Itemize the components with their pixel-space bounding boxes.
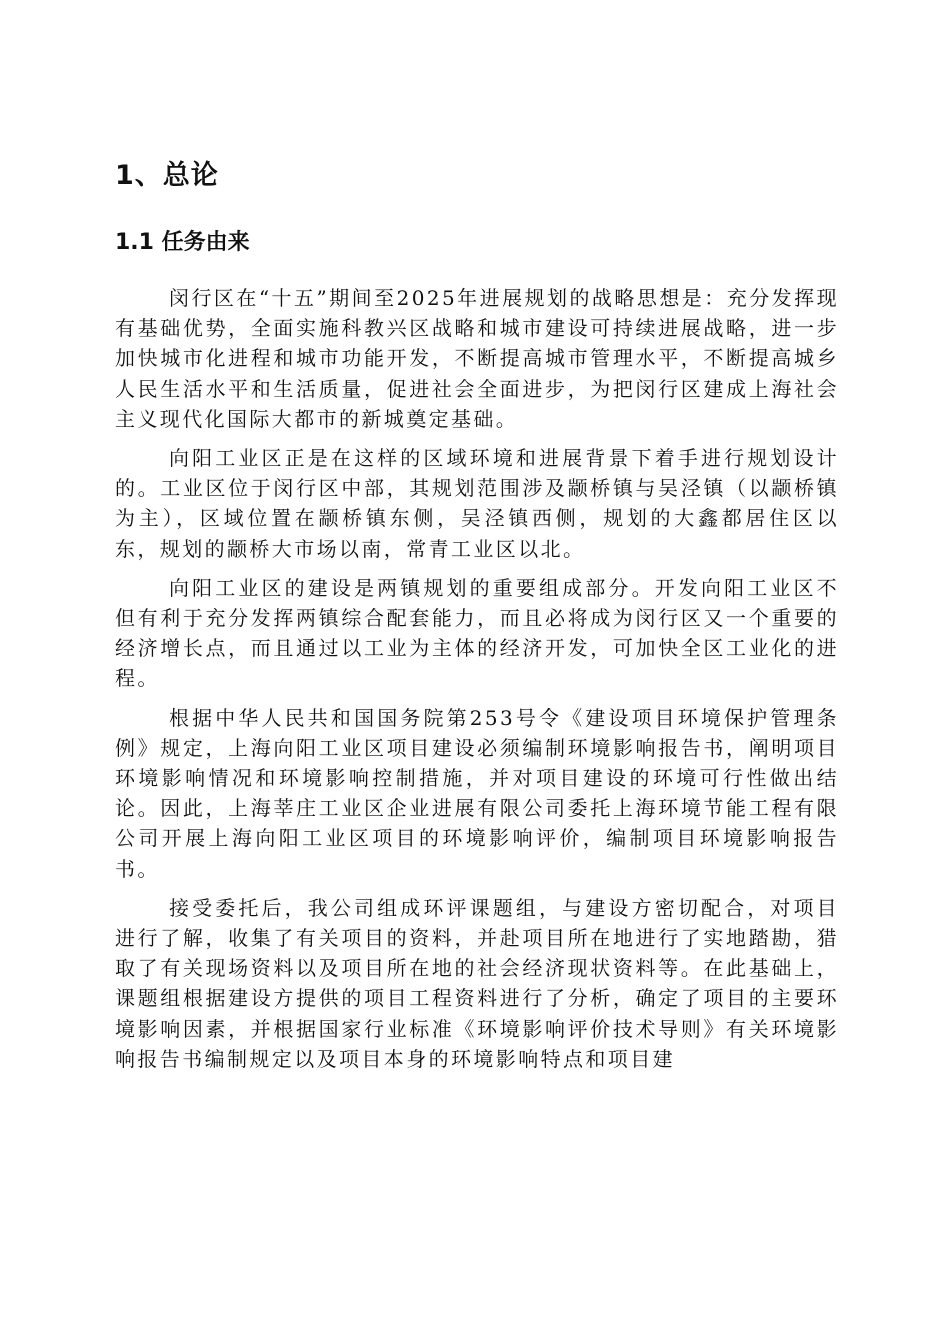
paragraph-significance: 向阳工业区的建设是两镇规划的重要组成部分。开发向阳工业区不但有利于充分发挥两镇综合配套能力，而且必将成为闵行区又一个重要的经济增长点，而且通过以工业为主体的经济开发，可加快全区工业化的进程。	[115, 575, 839, 691]
chapter-heading: 1、总论	[115, 160, 219, 191]
section-heading: 1.1 任务由来	[115, 230, 250, 255]
paragraph-strategy: 闵行区在“十五”期间至2025年进展规划的战略思想是：充分发挥现有基础优势，全面实施科教兴区战略和城市建设可持续进展战略，进一步加快城市化进程和城市功能开发，不断提高城市管理水平，不断提高城乡人民生活水平和生活质量，促进社会全面进步，为把闵行区建成上海社会主义现代化国际大都市的新城奠定基础。	[115, 286, 839, 431]
paragraph-process: 接受委托后，我公司组成环评课题组，与建设方密切配合，对项目进行了解，收集了有关项目的资料，并赴项目所在地进行了实地踏勘，猎取了有关现场资料以及项目所在地的社会经济现状资料等。在此基础上，课题组根据建设方提供的项目工程资料进行了分析，确定了项目的主要环境影响因素，并根据国家行业标准《环境影响评价技术导则》有关环境影响报告书编制规定以及项目本身的环境影响特点和项目建	[115, 895, 839, 1071]
paragraph-regulation: 根据中华人民共和国国务院第253号令《建设项目环境保护管理条例》规定，上海向阳工业区项目建设必须编制环境影响报告书，阐明项目环境影响情况和环境影响控制措施，并对项目建设的环境可行性做出结论。因此，上海莘庄工业区企业进展有限公司委托上海环境节能工程有限公司开展上海向阳工业区项目的环境影响评价，编制项目环境影响报告书。	[115, 705, 839, 881]
paragraph-location: 向阳工业区正是在这样的区域环境和进展背景下着手进行规划设计的。工业区位于闵行区中部，其规划范围涉及颛桥镇与吴泾镇（以颛桥镇为主），区域位置在颛桥镇东侧，吴泾镇西侧，规划的大鑫都居住区以东，规划的颛桥大市场以南，常青工业区以北。	[115, 446, 839, 561]
body-text	[115, 283, 839, 1083]
